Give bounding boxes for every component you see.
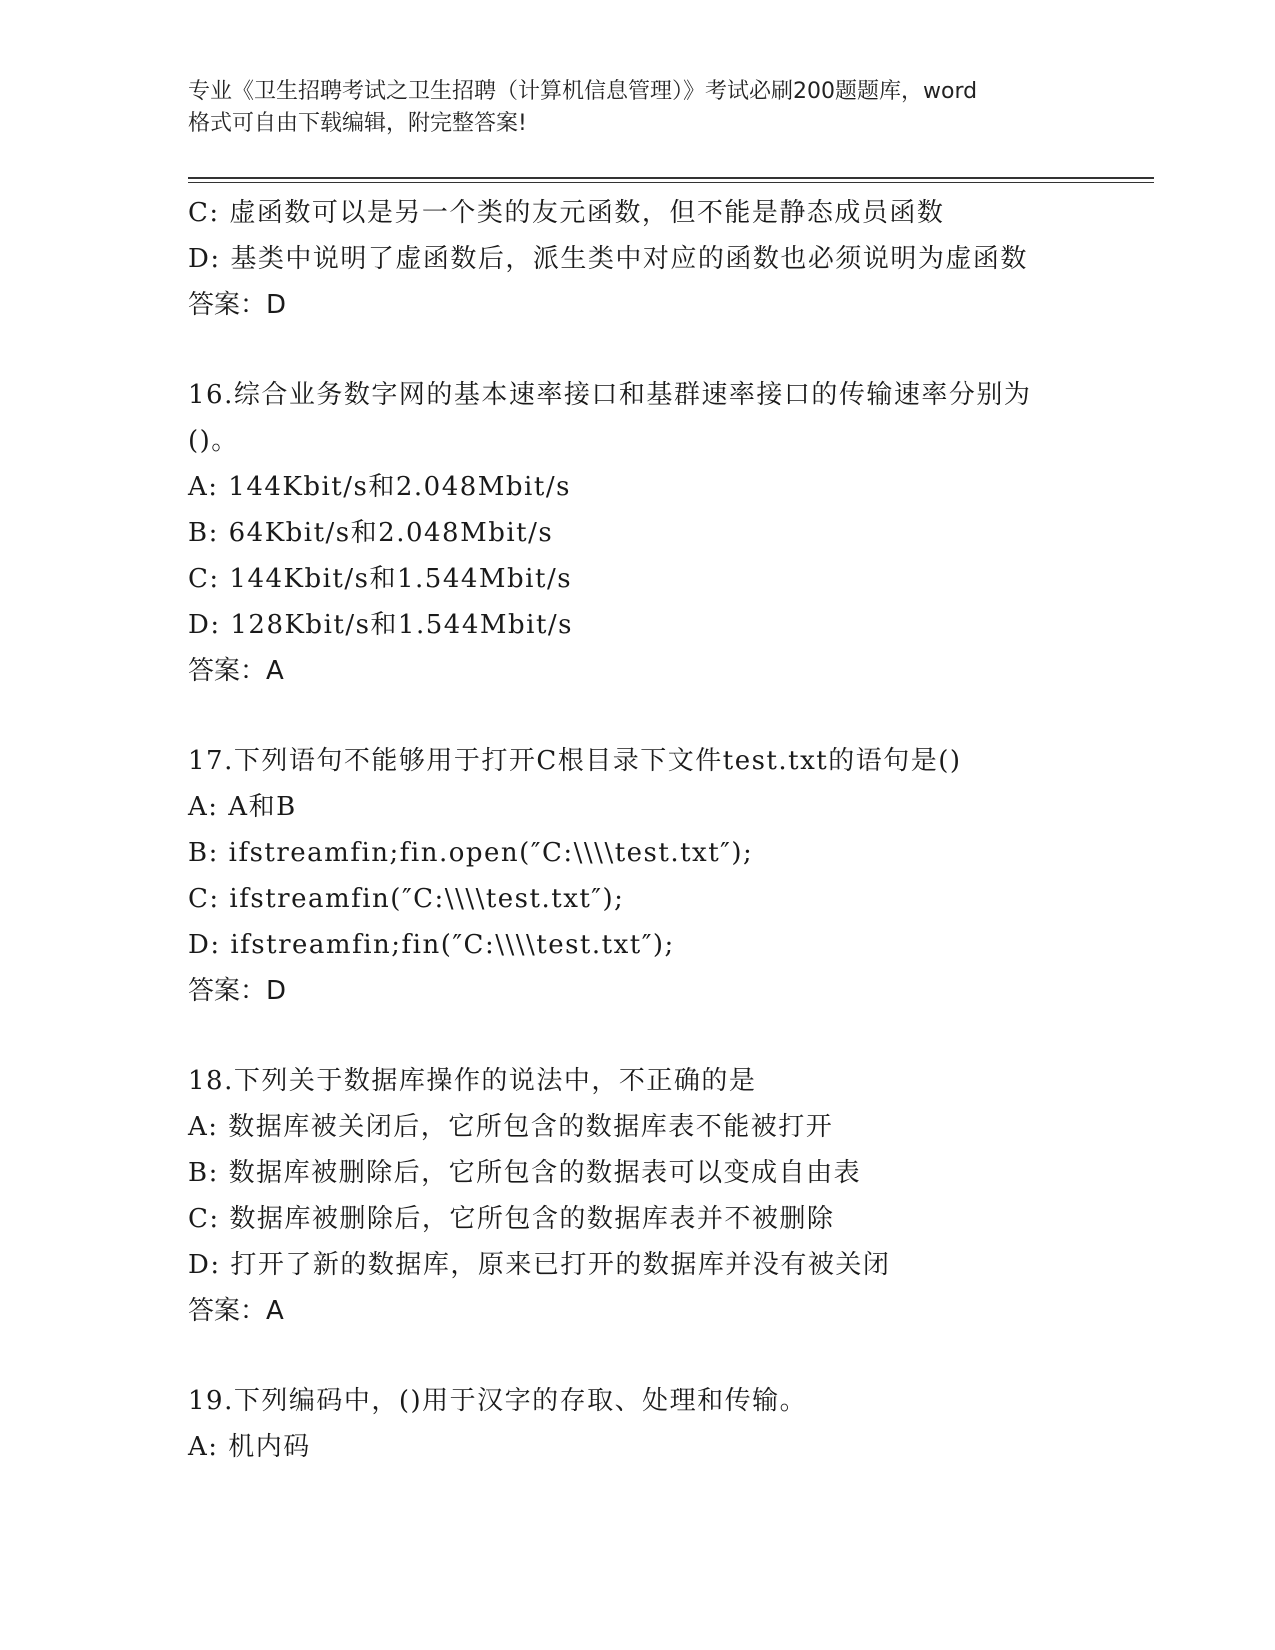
question-list [188, 190, 1148, 1470]
question-stem: 19.下列编码中，()用于汉字的存取、处理和传输。 [188, 1386, 808, 1416]
question-19 [188, 1378, 1148, 1470]
question-15-continued [188, 190, 1148, 328]
document-header [188, 76, 1088, 140]
question-16 [188, 372, 1148, 694]
answer-line: 答案：A [188, 1296, 284, 1326]
header-divider-thin [188, 182, 1154, 183]
option-a: A: 数据库被关闭后，它所包含的数据库表不能被打开 [188, 1112, 834, 1142]
question-stem: 16.综合业务数字网的基本速率接口和基群速率接口的传输速率分别为 [188, 380, 1032, 410]
header-divider-thick [188, 177, 1154, 179]
question-stem: 18.下列关于数据库操作的说法中，不正确的是 [188, 1066, 757, 1096]
answer-line: 答案：A [188, 656, 284, 686]
option-d: D: ifstreamfin;fin(″C:\\\\test.txt″); [188, 930, 675, 960]
option-c: C: 虚函数可以是另一个类的友元函数，但不能是静态成员函数 [188, 198, 945, 228]
header-title-line-1: 专业《卫生招聘考试之卫生招聘（计算机信息管理）》考试必刷200题题库，word [188, 79, 978, 104]
option-a: A: A和B [188, 792, 297, 822]
header-title-line-2: 格式可自由下载编辑，附完整答案! [188, 111, 527, 136]
question-18 [188, 1058, 1148, 1334]
option-a: A: 机内码 [188, 1432, 311, 1462]
option-d: D: 128Kbit/s和1.544Mbit/s [188, 610, 573, 640]
question-17 [188, 738, 1148, 1014]
option-c: C: 144Kbit/s和1.544Mbit/s [188, 564, 573, 594]
option-b: B: 64Kbit/s和2.048Mbit/s [188, 518, 554, 548]
option-c: C: 数据库被删除后，它所包含的数据库表并不被删除 [188, 1204, 835, 1234]
option-c: C: ifstreamfin(″C:\\\\test.txt″); [188, 884, 625, 914]
option-b: B: 数据库被删除后，它所包含的数据表可以变成自由表 [188, 1158, 862, 1188]
option-a: A: 144Kbit/s和2.048Mbit/s [188, 472, 571, 502]
answer-line: 答案：D [188, 290, 287, 320]
question-stem: 17.下列语句不能够用于打开C根目录下文件test.txt的语句是() [188, 746, 962, 776]
answer-line: 答案：D [188, 976, 287, 1006]
question-stem-continued: ()。 [188, 426, 239, 456]
option-b: B: ifstreamfin;fin.open(″C:\\\\test.txt″); [188, 838, 754, 868]
option-d: D: 基类中说明了虚函数后，派生类中对应的函数也必须说明为虚函数 [188, 244, 1028, 274]
option-d: D: 打开了新的数据库，原来已打开的数据库并没有被关闭 [188, 1250, 891, 1280]
